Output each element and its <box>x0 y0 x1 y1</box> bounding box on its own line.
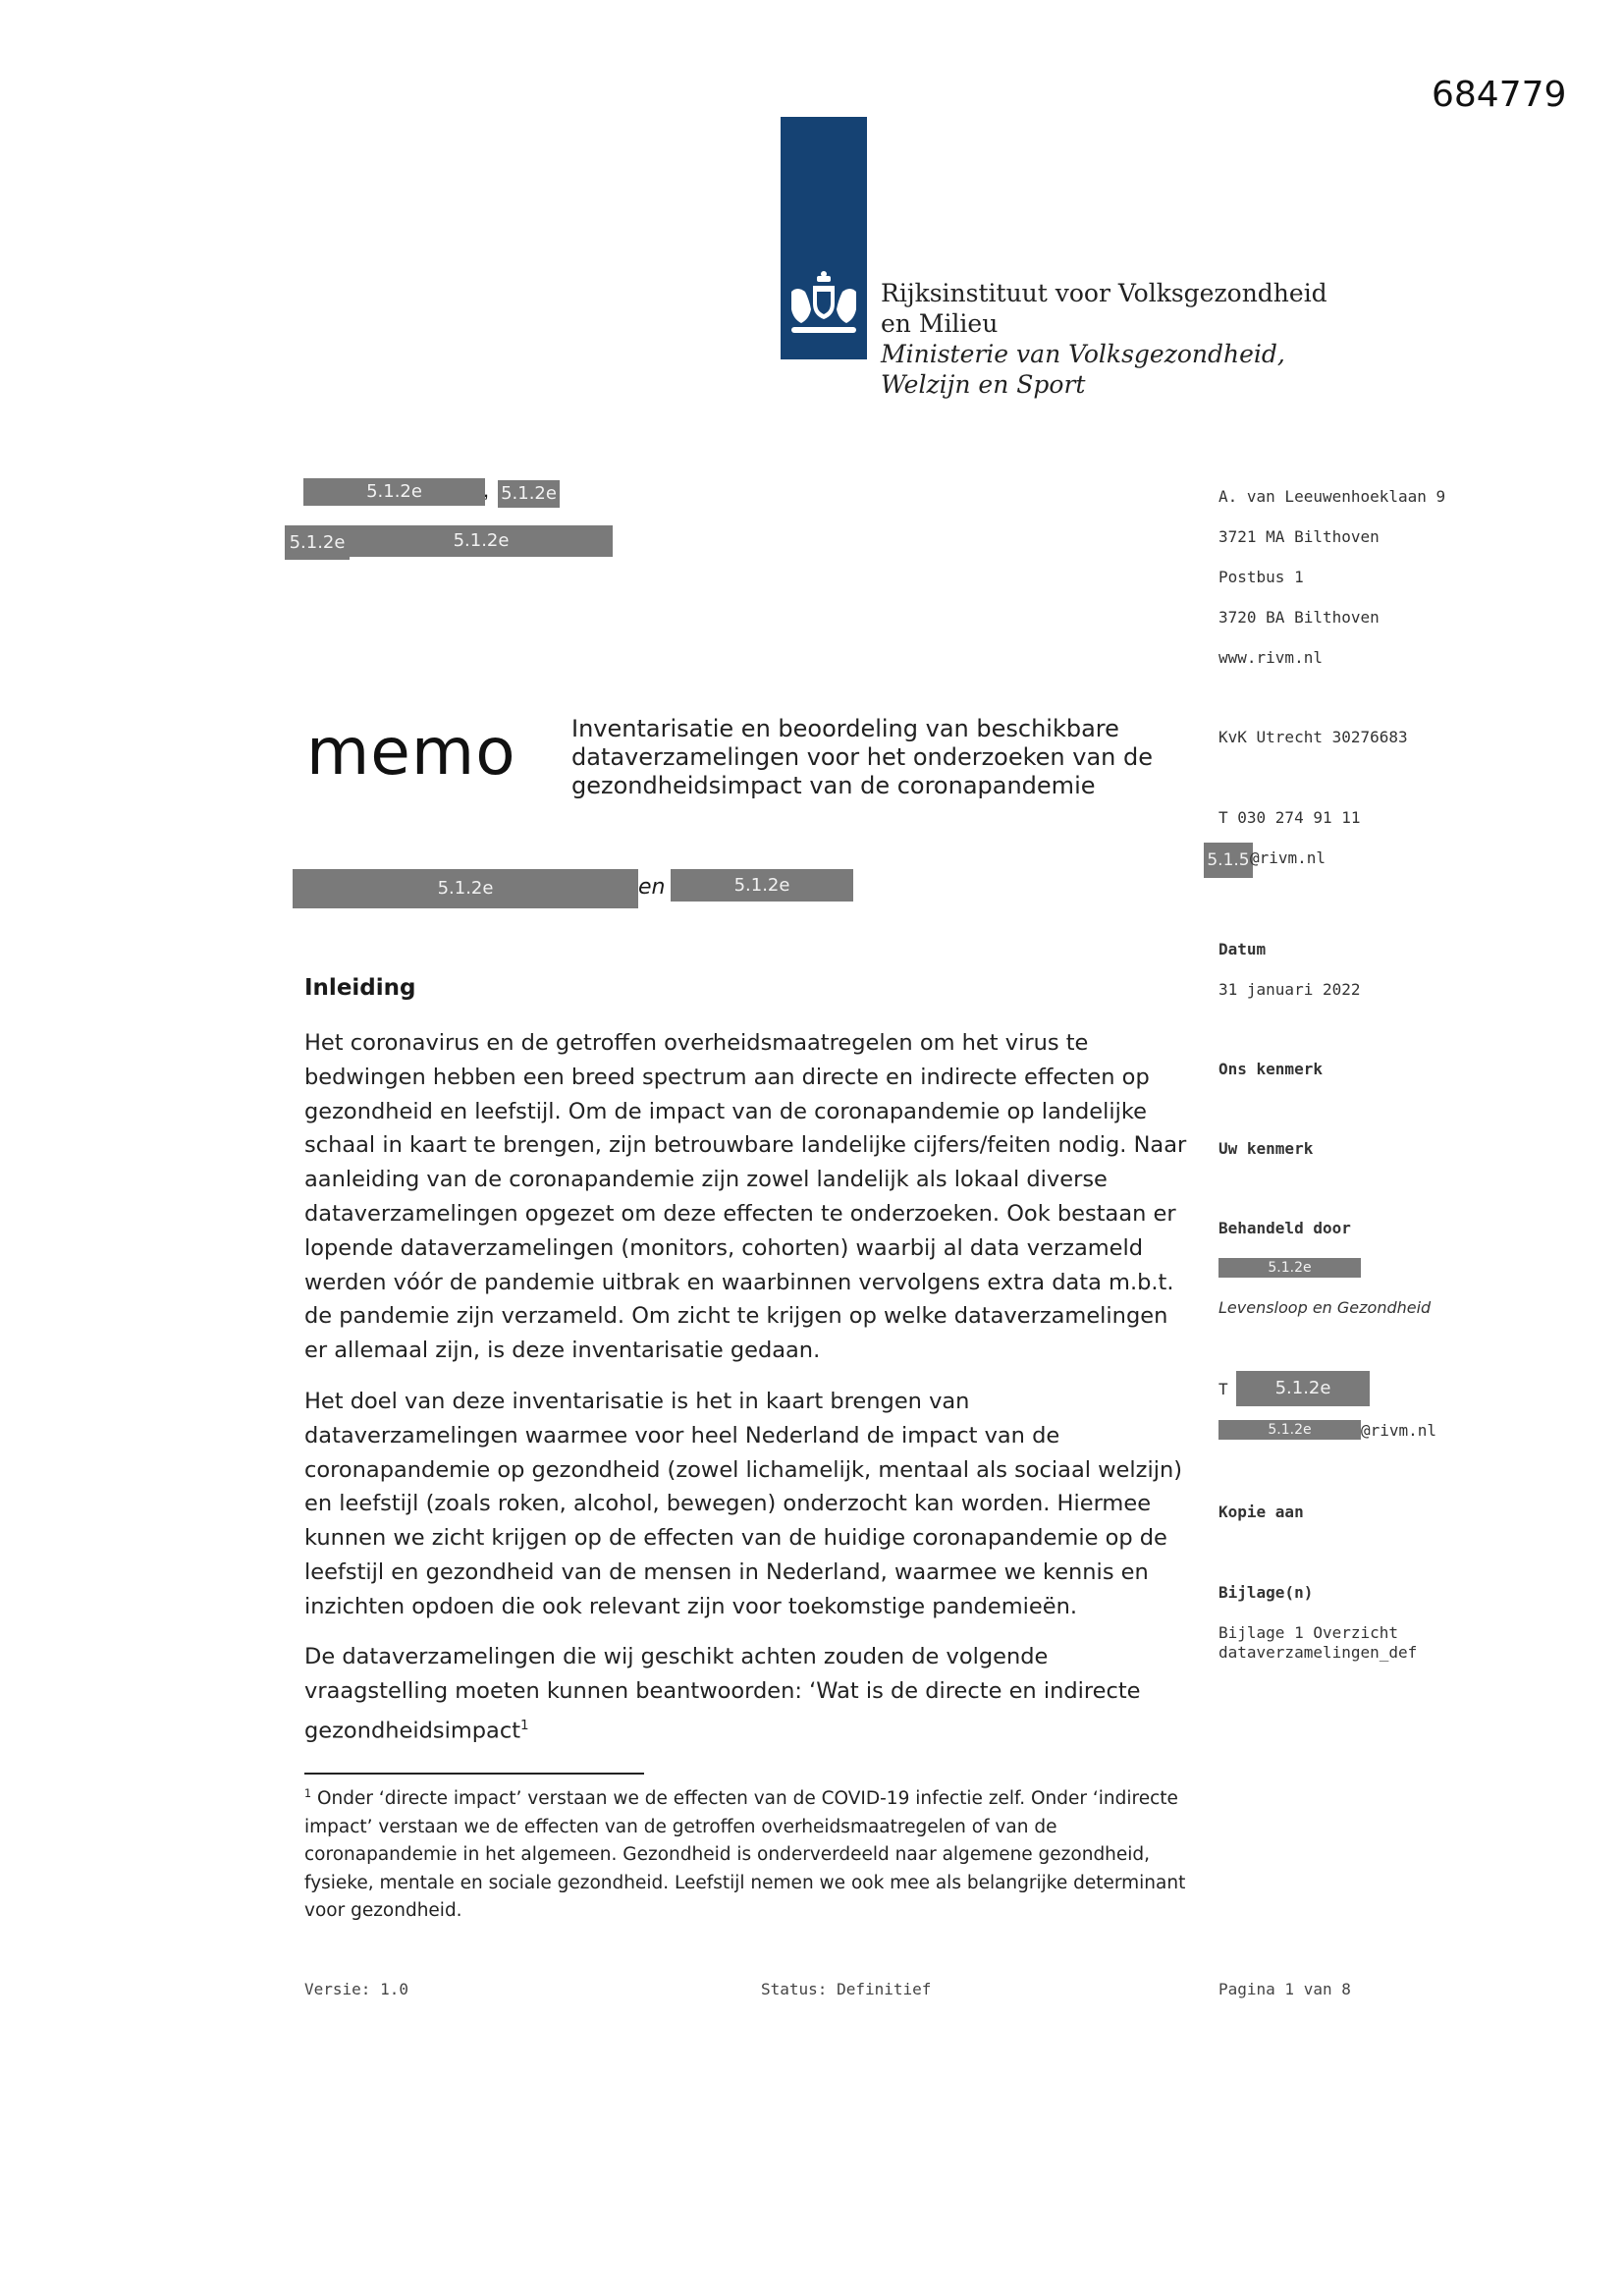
behandeld-door-label: Behandeld door <box>1218 1219 1351 1237</box>
footnote-rule <box>304 1773 644 1775</box>
redaction-block: 5.1.5 <box>1204 843 1253 878</box>
department: Levensloop en Gezondheid <box>1218 1298 1432 1317</box>
memo-subject: Inventarisatie en beoordeling van beschikbare dataverzamelingen voor het onderzoeken van de gezondheidsimpact van de coronapandemie <box>571 715 1154 799</box>
address-line: 3720 BA Bilthoven <box>1218 608 1380 627</box>
datum-value: 31 januari 2022 <box>1218 980 1361 999</box>
uw-kenmerk-label: Uw kenmerk <box>1218 1139 1314 1158</box>
kvk-number: KvK Utrecht 30276683 <box>1218 728 1408 746</box>
bijlage-line: dataverzamelingen_def <box>1218 1643 1418 1662</box>
organization-name <box>881 278 1327 400</box>
redaction-block: 5.1.2e <box>293 869 638 908</box>
paragraph-3-text: De dataverzamelingen die wij geschikt achten zouden de volgende vraagstelling moeten kunnen beantwoorden: ‘Wat is de directe en indirecte gezondheidsimpact <box>304 1644 1141 1744</box>
email-suffix: @rivm.nl <box>1250 848 1326 867</box>
footnote-ref: 1 <box>520 1717 529 1733</box>
ons-kenmerk-label: Ons kenmerk <box>1218 1060 1323 1078</box>
section-heading: Inleiding <box>304 975 416 1001</box>
redaction-block: 5.1.2e <box>285 525 350 560</box>
footer-version: Versie: 1.0 <box>304 1980 408 1998</box>
redaction-block: 5.1.2e <box>303 478 485 506</box>
redaction-block: 5.1.2e <box>1236 1371 1370 1406</box>
redaction-block: 5.1.2e <box>1218 1420 1361 1440</box>
redaction-block: 5.1.2e <box>350 525 613 557</box>
website-link[interactable]: www.rivm.nl <box>1218 648 1323 667</box>
paragraph-3 <box>304 1640 1188 1748</box>
coat-of-arms-icon <box>785 270 862 339</box>
footnote-marker: 1 <box>304 1787 312 1800</box>
org-line-2: en Milieu <box>881 309 999 338</box>
redaction-block: 5.1.2e <box>671 869 853 902</box>
bijlagen-label: Bijlage(n) <box>1218 1583 1314 1602</box>
address-line: Postbus 1 <box>1218 568 1304 586</box>
document-number: 684779 <box>1432 75 1567 115</box>
redaction-block: 5.1.2e <box>1218 1258 1361 1278</box>
paragraph-2: Het doel van deze inventarisatie is het in kaart brengen van dataverzamelingen waarmee voor heel Nederland de impact van de coronapandemie op gezondheid (zowel lichamelijk, mentaal als sociaal welzijn) en leefstijl (zoals roken, alcohol, bewegen) onderzocht kan worden. Hiermee kunnen we zicht krijgen op de effecten van de huidige coronapandemie op de leefstijl en gezondheid van de mensen in Nederland, waarmee we kennis en inzichten opdoen die ook relevant zijn voor toekomstige pandemieën. <box>304 1389 1183 1619</box>
bijlage-line: Bijlage 1 Overzicht <box>1218 1623 1399 1642</box>
email-suffix: @rivm.nl <box>1361 1421 1437 1440</box>
org-line-3: Ministerie van Volksgezondheid, <box>881 340 1285 368</box>
redaction-block: 5.1.2e <box>498 480 560 508</box>
footnote-text: Onder ‘directe impact’ verstaan we de effecten van de COVID-19 infectie zelf. Onder ‘indirecte impact’ verstaan we de effecten van de getroffen overheidsmaatregelen of van de coronapandemie in het algemeen. Gezondheid is onderverdeeld naar algemene gezondheid, fysieke, mentale en sociale gezondheid. Leefstijl nemen we ook mee als belangrijke determinant voor gezondheid. <box>304 1788 1186 1922</box>
address-line: A. van Leeuwenhoeklaan 9 <box>1218 487 1446 506</box>
phone-number: T 030 274 91 11 <box>1218 808 1361 827</box>
comma-separator: , <box>483 477 490 502</box>
memo-title: memo <box>306 714 516 790</box>
kopie-aan-label: Kopie aan <box>1218 1503 1304 1521</box>
footnote <box>304 1780 1198 1926</box>
conjunction-en: en <box>638 875 666 900</box>
org-line-4: Welzijn en Sport <box>881 370 1086 399</box>
phone-label: T <box>1218 1380 1228 1398</box>
footer-status: Status: Definitief <box>761 1980 932 1998</box>
paragraph-1: Het coronavirus en de getroffen overheidsmaatregelen om het virus te bedwingen hebben een breed spectrum aan directe en indirecte effecten op gezondheid en leefstijl. Om de impact van de coronapandemie op landelijke schaal in kaart te brengen, zijn betrouwbare landelijke cijfers/feiten nodig. Naar aanleiding van de coronapandemie zijn zowel landelijk als lokaal diverse dataverzamelingen opgezet om deze effecten te onderzoeken. Ook bestaan er lopende dataverzamelingen (monitors, cohorten) waarbij al data verzameld werden vóór de pandemie uitbrak en waarbinnen vervolgens extra data m.b.t. de pandemie zijn verzameld. Om zicht te krijgen op welke dataverzamelingen er allemaal zijn, is deze inventarisatie gedaan. <box>304 1030 1187 1364</box>
address-line: 3721 MA Bilthoven <box>1218 527 1380 546</box>
org-line-1: Rijksinstituut voor Volksgezondheid <box>881 279 1327 307</box>
footer-page: Pagina 1 van 8 <box>1218 1980 1351 1998</box>
datum-label: Datum <box>1218 940 1267 958</box>
